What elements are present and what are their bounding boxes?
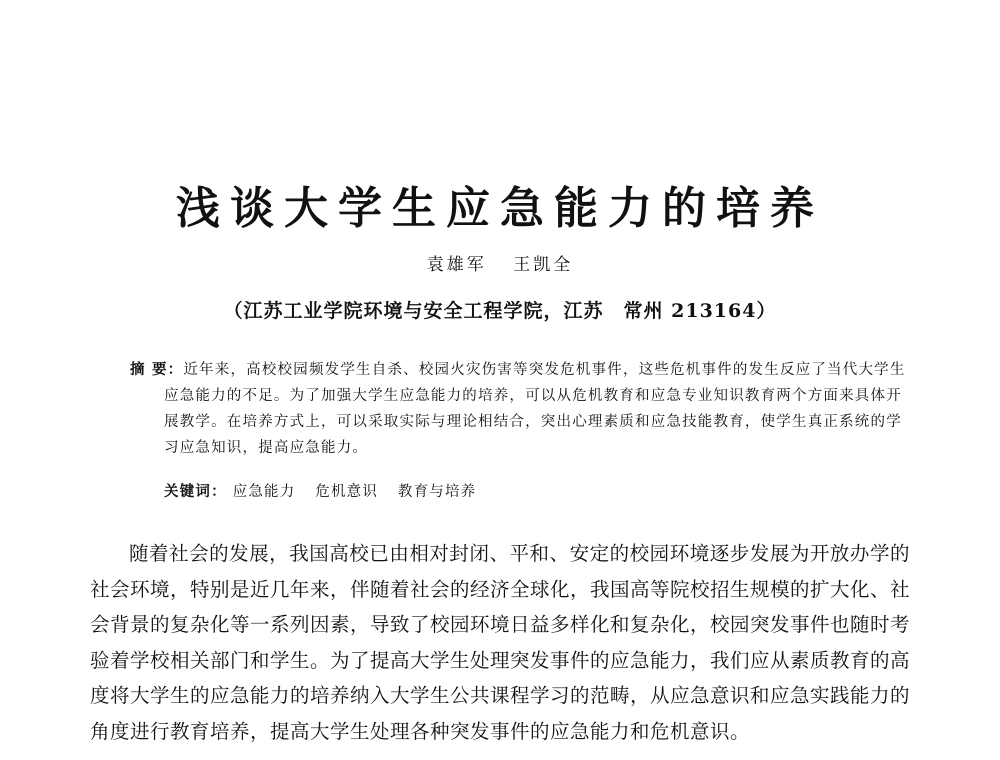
abstract-text: 近年来，高校校园频发学生自杀、校园火灾伤害等突发危机事件，这些危机事件的发生反应了当代大学生应急能力的不足。为了加强大学生应急能力的培养，可以从危机教育和应急专业知识教育两个方面来具体开展教学。在培养方式上，可以采取实际与理论相结合，突出心理素质和应急技能教育，使学生真正系统的学习应急知识，提高应急能力。: [164, 362, 906, 456]
paper-title: 浅谈大学生应急能力的培养: [176, 183, 824, 234]
affiliation: （江苏工业学院环境与安全工程学院，江苏 常州 213164）: [223, 300, 777, 322]
author-name: 袁雄军: [426, 255, 487, 275]
abstract: [130, 357, 906, 461]
keyword-item: 危机意识: [315, 484, 379, 500]
abstract-label: 摘 要：: [130, 361, 184, 378]
author-name: 王凯全: [513, 255, 574, 275]
keyword-item: 教育与培养: [397, 484, 477, 500]
body-paragraph: 随着社会的发展，我国高校已由相对封闭、平和、安定的校园环境逐步发展为开放办学的社会环境，特别是近几年来，伴随着社会的经济全球化，我国高等院校招生规模的扩大化、社会背景的复杂化等一系列因素，导致了校园环境日益多样化和复杂化，校园突发事件也随时考验着学校相关部门和学生。为了提高大学生处理突发事件的应急能力，我们应从素质教育的高度将大学生的应急能力的培养纳入大学生公共课程学习的范畴，从应急意识和应急实践能力的角度进行教育培养，提高大学生处理各种突发事件的应急能力和危机意识。: [90, 542, 911, 743]
keywords-label: 关键词：: [164, 483, 227, 500]
keyword-item: 应急能力: [232, 484, 296, 500]
author-list: [0, 250, 1000, 275]
keywords: [164, 480, 490, 501]
